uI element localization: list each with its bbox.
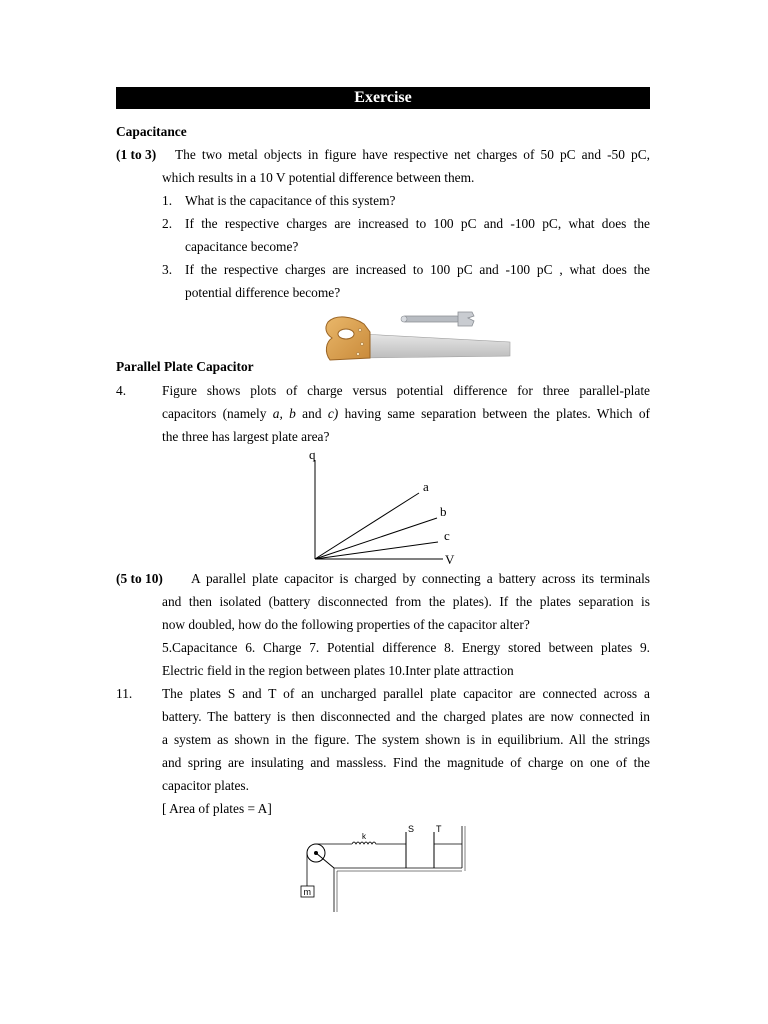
item-number: 1. xyxy=(162,193,173,208)
question-text-line: the three has largest plate area? xyxy=(162,429,330,444)
line-b xyxy=(315,518,437,559)
question-text-line: Electric field in the region between plates 10.Inter plate attraction xyxy=(162,663,514,678)
question-number: 4. xyxy=(116,383,127,398)
question-text-line: capacitors (namely a, b and c) having same separation between the plates. Which of xyxy=(162,406,650,421)
item-text: capacitance become? xyxy=(185,239,299,254)
item-text: What is the capacitance of this system? xyxy=(185,193,396,208)
question-text-line: The plates S and T of an uncharged parallel plate capacitor are connected across a xyxy=(162,686,650,701)
spring-label: k xyxy=(362,832,366,841)
mass-label: m xyxy=(303,887,311,897)
question-text-line: and then isolated (battery disconnected from the plates). If the plates separation is xyxy=(162,594,650,609)
question-range-label: (1 to 3) xyxy=(116,147,157,162)
item-text: If the respective charges are increased to 100 pC and -100 pC, what does the xyxy=(185,216,650,231)
wrench-icon xyxy=(401,312,474,326)
question-text-line: 5.Capacitance 6. Charge 7. Potential difference 8. Energy stored between plates 9. xyxy=(162,640,650,655)
line-b-label: b xyxy=(440,504,447,519)
line-c xyxy=(315,542,438,559)
item-number: 3. xyxy=(162,262,173,277)
section-heading-capacitance: Capacitance xyxy=(116,124,187,139)
question-text-line: now doubled, how do the following properties of the capacitor alter? xyxy=(162,617,530,632)
x-axis-label: V xyxy=(445,552,455,567)
line-a-label: a xyxy=(423,479,429,494)
question-text-line: Figure shows plots of charge versus potential difference for three parallel-plate xyxy=(162,383,650,398)
line-a xyxy=(315,493,419,559)
plate-s-label: S xyxy=(408,824,415,834)
question-text-line: and spring are insulating and massless. Find the magnitude of charge on one of the xyxy=(162,755,650,770)
item-text: potential difference become? xyxy=(185,285,341,300)
question-text-line: capacitor plates. xyxy=(162,778,249,793)
question-text-line: battery. The battery is then disconnected and the charged plates are now connected in xyxy=(162,709,650,724)
spring-icon xyxy=(352,842,406,844)
question-text-line: A parallel plate capacitor is charged by connecting a battery across its terminals xyxy=(191,571,650,586)
item-number: 2. xyxy=(162,216,173,231)
saw-and-wrench-image xyxy=(322,308,514,362)
section-heading-parallel-plate: Parallel Plate Capacitor xyxy=(116,359,254,374)
question-text-line: [ Area of plates = A] xyxy=(162,801,272,816)
charge-vs-voltage-graph xyxy=(300,448,462,570)
question-number: 11. xyxy=(116,686,133,701)
question-text-line: which results in a 10 V potential difference between them. xyxy=(162,170,475,185)
exercise-banner: Exercise xyxy=(116,87,650,109)
saw-icon xyxy=(326,317,510,360)
item-text: If the respective charges are increased to 100 pC and -100 pC , what does the xyxy=(185,262,650,277)
wall-hatching xyxy=(334,826,465,912)
question-text-line: a system as shown in the figure. The system shown is in equilibrium. All the strings xyxy=(162,732,650,747)
plate-t-label: T xyxy=(436,824,442,834)
line-c-label: c xyxy=(444,528,450,543)
question-text-line: The two metal objects in figure have respective net charges of 50 pC and -50 pC, xyxy=(175,147,650,162)
question-range-label: (5 to 10) xyxy=(116,571,163,586)
y-axis-label: q xyxy=(309,448,316,462)
capacitor-spring-diagram xyxy=(296,822,468,914)
